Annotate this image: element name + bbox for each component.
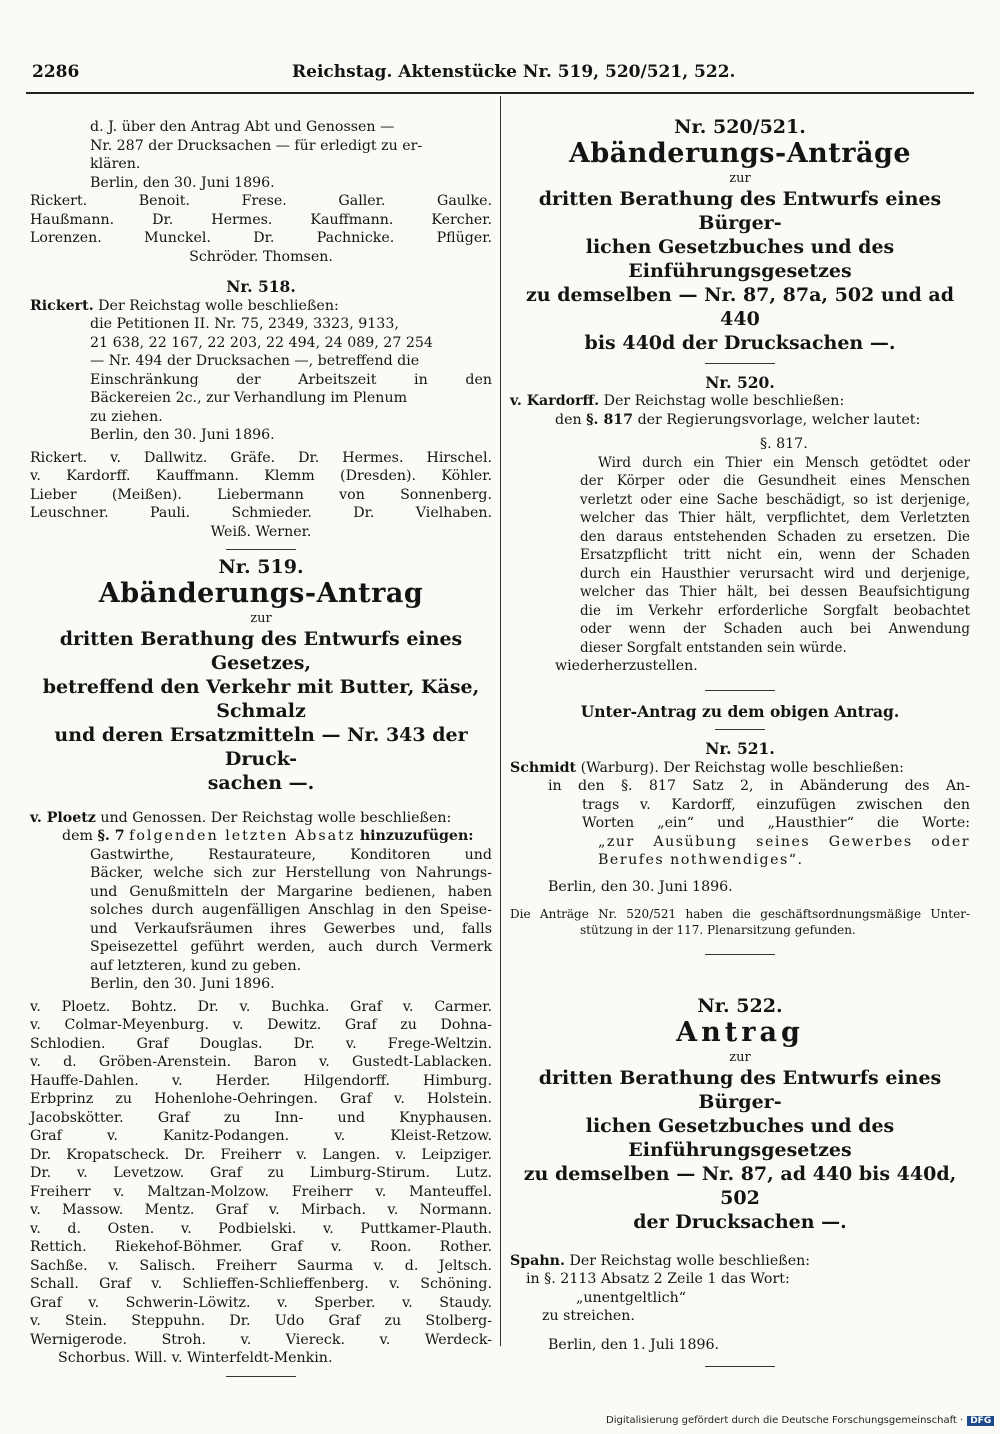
footer-text: Digitalisierung gefördert durch die Deutsche Forschungsgemeinschaft · <box>606 1415 964 1426</box>
zur-label: zur <box>250 610 272 626</box>
text-line: verletzt oder eine Sache beschädigt, so ist derjenige, <box>580 491 970 508</box>
column-divider <box>500 96 501 1346</box>
resolve-text: (Warburg). Der Reichstag wolle beschließen: <box>580 759 904 776</box>
section-subtitle: dritten Berathung des Entwurfs eines Gesetzes, <box>59 627 463 674</box>
section-divider <box>705 1366 775 1367</box>
text-line: d. J. über den Antrag Abt und Genossen — <box>90 119 395 135</box>
right-column <box>510 118 970 1375</box>
mover-name: v. Kardorff. <box>510 393 600 409</box>
signature-line: Rickert. Benoit. Frese. Galler. Gaulke. <box>30 193 492 209</box>
text-line: Nr. 287 der Drucksachen — für erledigt zu er- <box>90 137 423 154</box>
text-line: Gastwirthe, Restaurateure, Konditoren und <box>90 846 492 863</box>
mover-name: Rickert. <box>30 297 94 314</box>
text-line: — Nr. 494 der Drucksachen —, betreffend die <box>90 353 420 369</box>
section-subtitle: zu demselben — Nr. 87, ad 440 bis 440d, 502 <box>523 1162 957 1209</box>
text-line: klären. <box>90 156 141 172</box>
text-line: Bäckereien 2c., zur Verhandlung im Plenum <box>90 390 408 406</box>
section-subtitle: lichen Gesetzbuches und des Einführungsgesetzes <box>585 235 895 282</box>
section-subtitle: sachen —. <box>207 771 315 794</box>
motion-body <box>30 315 492 426</box>
paragraph-ref: §. 7 <box>97 828 125 844</box>
text-fragment: der Regierungsvorlage, welcher lautet: <box>637 411 921 428</box>
text-line: „zur Ausübung seines Gewerbes oder <box>598 833 970 850</box>
section-divider <box>226 1376 296 1377</box>
signature-line: Schall. Graf v. Schlieffen-Schlieffenberg. v. Schöning. <box>30 1276 492 1292</box>
header-rule <box>26 92 974 94</box>
text-line: zu streichen. <box>542 1308 635 1324</box>
section-subtitle: dritten Berathung des Entwurfs eines Bürger- <box>538 1066 942 1113</box>
motion-body <box>510 777 970 870</box>
text-line: auf letzteren, kund zu geben. <box>90 957 302 974</box>
mover-name: v. Ploetz <box>30 809 96 826</box>
text-line: durch ein Hausthier verursacht wird und derjenige, <box>580 565 970 582</box>
signature-line: Haußmann. Dr. Hermes. Kauffmann. Kercher. <box>30 211 492 228</box>
text-line: Ersatzpflicht tritt nicht ein, wenn der Schaden <box>580 547 970 563</box>
mover-name: Schmidt <box>510 759 577 776</box>
signature-line: Hauffe-Dahlen. v. Herder. Hilgendorff. Himburg. <box>30 1072 492 1089</box>
section-divider <box>705 363 775 364</box>
signature-line: Schröder. Thomsen. <box>189 248 333 265</box>
signature-line: Leuschner. Pauli. Schmieder. Dr. Vielhaben. <box>30 505 492 521</box>
text-line: wiederherzustellen. <box>555 658 698 674</box>
quoted-paragraph <box>510 454 970 658</box>
resolve-text: und Genossen. Der Reichstag wolle beschließen: <box>100 809 452 826</box>
signature-line: Dr. Kropatscheck. Dr. Freiherr v. Langen. v. Leipziger. <box>30 1146 492 1163</box>
zur-label: zur <box>729 170 751 186</box>
signature-line: Freiherr v. Maltzan-Molzow. Freiherr v. Manteuffel. <box>30 1183 492 1200</box>
section-heading-520-521: Nr. 520/521. <box>674 116 806 138</box>
text-line: in §. 2113 Absatz 2 Zeile 1 das Wort: <box>526 1271 790 1287</box>
motion-body <box>510 1270 970 1326</box>
action-word: hinzuzufügen: <box>359 828 474 844</box>
text-line: die im Verkehr erforderliche Sorgfalt beobachtet <box>580 602 970 619</box>
text-line: Bäcker, welche sich zur Herstellung von Nahrungs- <box>90 865 492 881</box>
date-line: Berlin, den 1. Juli 1896. <box>548 1336 720 1353</box>
resolve-text: Der Reichstag wolle beschließen: <box>603 393 845 409</box>
date-line: Berlin, den 30. Juni 1896. <box>90 427 275 443</box>
text-line: Wird durch ein Thier ein Mensch getödtet oder <box>598 454 970 471</box>
running-title: Reichstag. Aktenstücke Nr. 519, 520/521, 522. <box>292 62 736 82</box>
text-line: und Verkaufsräumen ihres Gewerbes und, falls <box>90 920 492 937</box>
motion-body <box>30 846 492 976</box>
text-line: trags v. Kardorff, einzufügen zwischen den <box>582 796 970 813</box>
section-subtitle: bis 440d der Drucksachen —. <box>584 331 896 354</box>
text-line: solches durch augenfälligen Anschlag in den Speise- <box>90 902 492 918</box>
signature-line: v. Ploetz. Bohtz. Dr. v. Buchka. Graf v. Carmer. <box>30 998 492 1015</box>
date-line: Berlin, den 30. Juni 1896. <box>90 976 275 992</box>
footnote-line: Die Anträge Nr. 520/521 haben die geschäftsordnungsmäßige Unter- <box>510 907 970 921</box>
section-title: Antrag <box>676 1016 804 1048</box>
signature-line: Jacobskötter. Graf zu Inn- und Knyphausen. <box>30 1109 492 1126</box>
signature-line: Graf v. Kanitz-Podangen. v. Kleist-Retzow. <box>30 1128 492 1144</box>
section-subtitle: lichen Gesetzbuches und des Einführungsgesetzes <box>585 1114 895 1161</box>
signature-line: v. Kardorff. Kauffmann. Klemm (Dresden). Köhler. <box>30 468 492 484</box>
text-line: 21 638, 22 167, 22 203, 22 494, 24 089, 27 254 <box>90 334 433 351</box>
text-fragment: den <box>555 411 582 428</box>
date-line: Berlin, den 30. Juni 1896. <box>90 174 275 191</box>
text-fragment: folgenden letzten Absatz <box>129 828 356 844</box>
footnote <box>510 906 970 938</box>
paragraph-ref: §. 817 <box>586 411 634 428</box>
signature-line: Erbprinz zu Hohenlohe-Oehringen. Graf v. Holstein. <box>30 1091 492 1107</box>
section-divider <box>705 954 775 955</box>
section-subtitle: der Drucksachen —. <box>633 1210 847 1233</box>
section-heading-522: Nr. 522. <box>697 995 783 1017</box>
text-fragment: dem <box>62 828 93 844</box>
text-line: in den §. 817 Satz 2, in Abänderung des An- <box>548 778 970 794</box>
section-divider <box>715 729 765 730</box>
section-heading-520: Nr. 520. <box>705 372 775 392</box>
signature-line: Rickert. v. Dallwitz. Gräfe. Dr. Hermes. Hirschel. <box>30 449 492 466</box>
text-line: oder wenn der Schaden auch bei Anwendung <box>580 621 970 637</box>
signature-line: Rettich. Riekehof-Böhmer. Graf v. Roon. Rother. <box>30 1239 492 1255</box>
signature-line: Lorenzen. Munckel. Dr. Pachnicke. Pflüger. <box>30 230 492 246</box>
text-line: der Körper oder die Gesundheit eines Menschen <box>580 473 970 489</box>
signature-line: v. Stein. Steppuhn. Dr. Udo Graf zu Stolberg- <box>30 1313 492 1329</box>
signature-line: v. Colmar-Meyenburg. v. Dewitz. Graf zu Dohna- <box>30 1017 492 1033</box>
quote-heading: §. 817. <box>760 436 808 452</box>
text-line: zu ziehen. <box>90 408 163 425</box>
text-line: „unentgeltlich“ <box>576 1289 686 1306</box>
text-line: dieser Sorgfalt entstanden sein würde. <box>580 639 847 656</box>
text-line: die Petitionen II. Nr. 75, 2349, 3323, 9133, <box>90 316 399 332</box>
text-line: und Genußmitteln der Margarine bedienen, haben <box>90 883 492 900</box>
date-line: Berlin, den 30. Juni 1896. <box>548 878 733 895</box>
signature-line: Sachße. v. Salisch. Freiherr Saurma v. d. Jeltsch. <box>30 1257 492 1274</box>
text-line: Worten „ein“ und „Hausthier“ die Worte: <box>582 815 970 831</box>
section-heading-519: Nr. 519. <box>218 556 304 578</box>
text-line: welcher das Thier hält, verpflichtet, dem Verletzten <box>580 510 970 526</box>
signature-line: Schlodien. Graf Douglas. Dr. v. Frege-Weltzin. <box>30 1035 492 1052</box>
text-line: welcher das Thier hält, bei dessen Beaufsichtigung <box>580 584 970 600</box>
signature-line: Graf v. Schwerin-Löwitz. v. Sperber. v. Staudy. <box>30 1294 492 1311</box>
text-line: Einschränkung der Arbeitszeit in den <box>90 371 492 388</box>
resolve-text: Der Reichstag wolle beschließen: <box>569 1252 811 1269</box>
signature-block <box>30 998 492 1368</box>
footnote-line: stützung in der 117. Plenarsitzung gefunden. <box>580 923 856 937</box>
signature-line: Weiß. Werner. <box>210 523 312 540</box>
signature-line: Dr. v. Levetzow. Graf zu Limburg-Stirum. Lutz. <box>30 1165 492 1181</box>
zur-label: zur <box>729 1049 751 1065</box>
section-title: Abänderungs-Antrag <box>98 577 424 609</box>
section-heading-521: Nr. 521. <box>705 739 775 758</box>
signature-line: Schorbus. Will. v. Winterfeldt-Menkin. <box>58 1350 333 1366</box>
left-column <box>30 118 492 1385</box>
intro-block <box>30 118 492 174</box>
section-subtitle: und deren Ersatzmitteln — Nr. 343 der Druck- <box>54 723 468 770</box>
signature-line: v. Massow. Mentz. Graf v. Mirbach. v. Normann. <box>30 1202 492 1218</box>
section-subtitle: betreffend den Verkehr mit Butter, Käse, Schmalz <box>42 675 480 722</box>
text-line: Berufes nothwendiges“. <box>598 852 804 868</box>
resolve-text: Der Reichstag wolle beschließen: <box>98 297 339 314</box>
signature-line: Lieber (Meißen). Liebermann von Sonnenberg. <box>30 486 492 503</box>
page-number: 2286 <box>32 62 80 82</box>
signature-line: Wernigerode. Stroh. v. Viereck. v. Werdeck- <box>30 1331 492 1348</box>
section-divider <box>226 549 296 550</box>
text-line: den daraus entstehenden Schaden zu ersetzen. Die <box>580 528 970 545</box>
signature-line: v. d. Osten. v. Podbielski. v. Puttkamer-Plauth. <box>30 1220 492 1237</box>
sub-motion-title: Unter-Antrag zu dem obigen Antrag. <box>580 701 900 721</box>
section-subtitle: zu demselben — Nr. 87, 87a, 502 und ad 440 <box>525 283 955 330</box>
digitization-credit <box>606 1415 994 1426</box>
signature-line: v. d. Gröben-Arenstein. Baron v. Gustedt-Lablacken. <box>30 1054 492 1070</box>
section-subtitle: dritten Berathung des Entwurfs eines Bürger- <box>538 187 942 234</box>
section-heading-518: Nr. 518. <box>226 277 296 296</box>
dfg-logo: DFG <box>967 1416 994 1426</box>
text-line: Speisezettel geführt werden, auch durch Vermerk <box>90 939 492 955</box>
mover-name: Spahn. <box>510 1252 565 1269</box>
section-divider <box>705 690 775 691</box>
section-title: Abänderungs-Anträge <box>568 137 912 169</box>
